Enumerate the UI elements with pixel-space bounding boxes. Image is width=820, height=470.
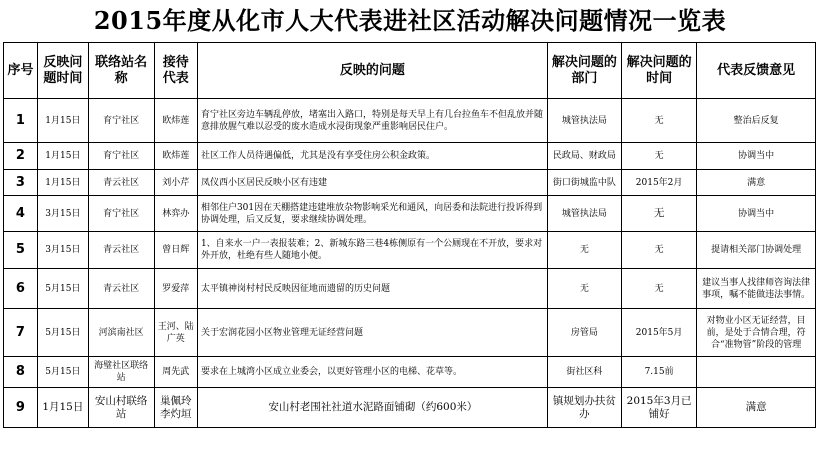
cell-seq: 1 xyxy=(4,99,38,143)
cell-rep: 罗爱萍 xyxy=(154,269,197,309)
cell-dept: 房管局 xyxy=(547,309,621,357)
header-rep: 接待代表 xyxy=(154,43,197,99)
cell-seq: 4 xyxy=(4,196,38,232)
cell-issue: 关于宏润花园小区物业管理无证经营问题 xyxy=(197,309,547,357)
cell-seq: 6 xyxy=(4,269,38,309)
cell-dept: 民政局、财政局 xyxy=(547,143,621,170)
header-solved: 解决问题的时间 xyxy=(621,43,696,99)
cell-dept: 镇规划办扶贫办 xyxy=(547,388,621,428)
cell-time: 5月15日 xyxy=(37,269,88,309)
cell-feedback: 协调当中 xyxy=(697,143,816,170)
cell-station: 海璧社区联络站 xyxy=(88,357,154,388)
cell-seq: 9 xyxy=(4,388,38,428)
cell-feedback: 对物业小区无证经营，目前，是处于合情合理，符合“准物管”阶段的管理 xyxy=(697,309,816,357)
cell-time: 5月15日 xyxy=(37,357,88,388)
cell-time: 3月15日 xyxy=(37,232,88,269)
cell-issue: 社区工作人员待遇偏低，尤其是没有享受住房公积金政策。 xyxy=(197,143,547,170)
table-row xyxy=(4,357,816,388)
cell-time: 1月15日 xyxy=(37,170,88,196)
cell-rep: 欧炜莲 xyxy=(154,99,197,143)
cell-feedback xyxy=(697,357,816,388)
cell-dept: 街社区科 xyxy=(547,357,621,388)
cell-solved: 2015年5月 xyxy=(621,309,696,357)
cell-issue: 1、自来水一户一表报装难；2、新城东路三巷4栋侧原有一个公厕现在不开放，要求对外开放，杜绝有些人随地小便。 xyxy=(197,232,547,269)
table-row xyxy=(4,196,816,232)
cell-time: 1月15日 xyxy=(37,143,88,170)
cell-seq: 8 xyxy=(4,357,38,388)
table-row xyxy=(4,309,816,357)
cell-rep: 林弈办 xyxy=(154,196,197,232)
table-row xyxy=(4,99,816,143)
cell-dept: 街口街城监中队 xyxy=(547,170,621,196)
cell-station: 育宁社区 xyxy=(88,143,154,170)
header-issue: 反映的问题 xyxy=(197,43,547,99)
table-row xyxy=(4,232,816,269)
cell-solved: 无 xyxy=(621,196,696,232)
header-time: 反映问题时间 xyxy=(37,43,88,99)
header-station: 联络站名称 xyxy=(88,43,154,99)
issues-table xyxy=(3,42,816,428)
cell-rep: 巢佩玲李灼垣 xyxy=(154,388,197,428)
header-row xyxy=(4,43,816,99)
header-dept: 解决问题的部门 xyxy=(547,43,621,99)
cell-rep: 王河、陆广英 xyxy=(154,309,197,357)
cell-issue: 相邻住户301因在天棚搭建违建堆放杂物影响采光和通风，向居委和法院进行投诉得到协调处理，后又反复，要求继续协调处理。 xyxy=(197,196,547,232)
cell-time: 1月15日 xyxy=(37,388,88,428)
cell-seq: 2 xyxy=(4,143,38,170)
cell-solved: 无 xyxy=(621,99,696,143)
cell-station: 青云社区 xyxy=(88,170,154,196)
cell-station: 青云社区 xyxy=(88,232,154,269)
cell-solved: 7.15前 xyxy=(621,357,696,388)
cell-rep: 刘小芹 xyxy=(154,170,197,196)
table-row xyxy=(4,388,816,428)
cell-issue: 太平镇神岗村村民反映因征地而遗留的历史问题 xyxy=(197,269,547,309)
cell-solved: 无 xyxy=(621,143,696,170)
cell-feedback: 协调当中 xyxy=(697,196,816,232)
cell-time: 3月15日 xyxy=(37,196,88,232)
cell-station: 育宁社区 xyxy=(88,196,154,232)
cell-seq: 7 xyxy=(4,309,38,357)
cell-seq: 5 xyxy=(4,232,38,269)
table-row xyxy=(4,170,816,196)
cell-dept: 无 xyxy=(547,269,621,309)
cell-issue: 安山村老围社社道水泥路面铺砌（约600米） xyxy=(197,388,547,428)
cell-station: 安山村联络站 xyxy=(88,388,154,428)
header-feedback: 代表反馈意见 xyxy=(697,43,816,99)
cell-feedback: 整治后反复 xyxy=(697,99,816,143)
cell-rep: 周先武 xyxy=(154,357,197,388)
cell-issue: 凤仪西小区居民反映小区有违建 xyxy=(197,170,547,196)
cell-solved: 无 xyxy=(621,232,696,269)
cell-solved: 2015年3月已铺好 xyxy=(621,388,696,428)
cell-rep: 欧炜莲 xyxy=(154,143,197,170)
table-row xyxy=(4,269,816,309)
cell-feedback: 建议当事人找律师咨询法律事项，嘱不能做违法事情。 xyxy=(697,269,816,309)
cell-solved: 2015年2月 xyxy=(621,170,696,196)
cell-rep: 曾日辉 xyxy=(154,232,197,269)
cell-feedback: 提请相关部门协调处理 xyxy=(697,232,816,269)
cell-feedback: 满意 xyxy=(697,388,816,428)
header-seq: 序号 xyxy=(4,43,38,99)
cell-dept: 城管执法局 xyxy=(547,196,621,232)
cell-dept: 城管执法局 xyxy=(547,99,621,143)
cell-dept: 无 xyxy=(547,232,621,269)
cell-station: 河滨南社区 xyxy=(88,309,154,357)
cell-issue: 育宁社区旁边车辆乱停放，堵塞出入路口，特别是每天早上有几台拉鱼车不但乱放并随意排放腥气难以忍受的废水造成水浸街现象严重影响居民住户。 xyxy=(197,99,547,143)
cell-station: 青云社区 xyxy=(88,269,154,309)
cell-time: 5月15日 xyxy=(37,309,88,357)
table-row xyxy=(4,143,816,170)
page-title: 2015年度从化市人大代表进社区活动解决问题情况一览表 xyxy=(93,6,727,35)
cell-solved: 无 xyxy=(621,269,696,309)
cell-issue: 要求在上城湾小区成立业委会，以更好管理小区的电梯、花草等。 xyxy=(197,357,547,388)
cell-station: 育宁社区 xyxy=(88,99,154,143)
cell-seq: 3 xyxy=(4,170,38,196)
cell-time: 1月15日 xyxy=(37,99,88,143)
cell-feedback: 满意 xyxy=(697,170,816,196)
